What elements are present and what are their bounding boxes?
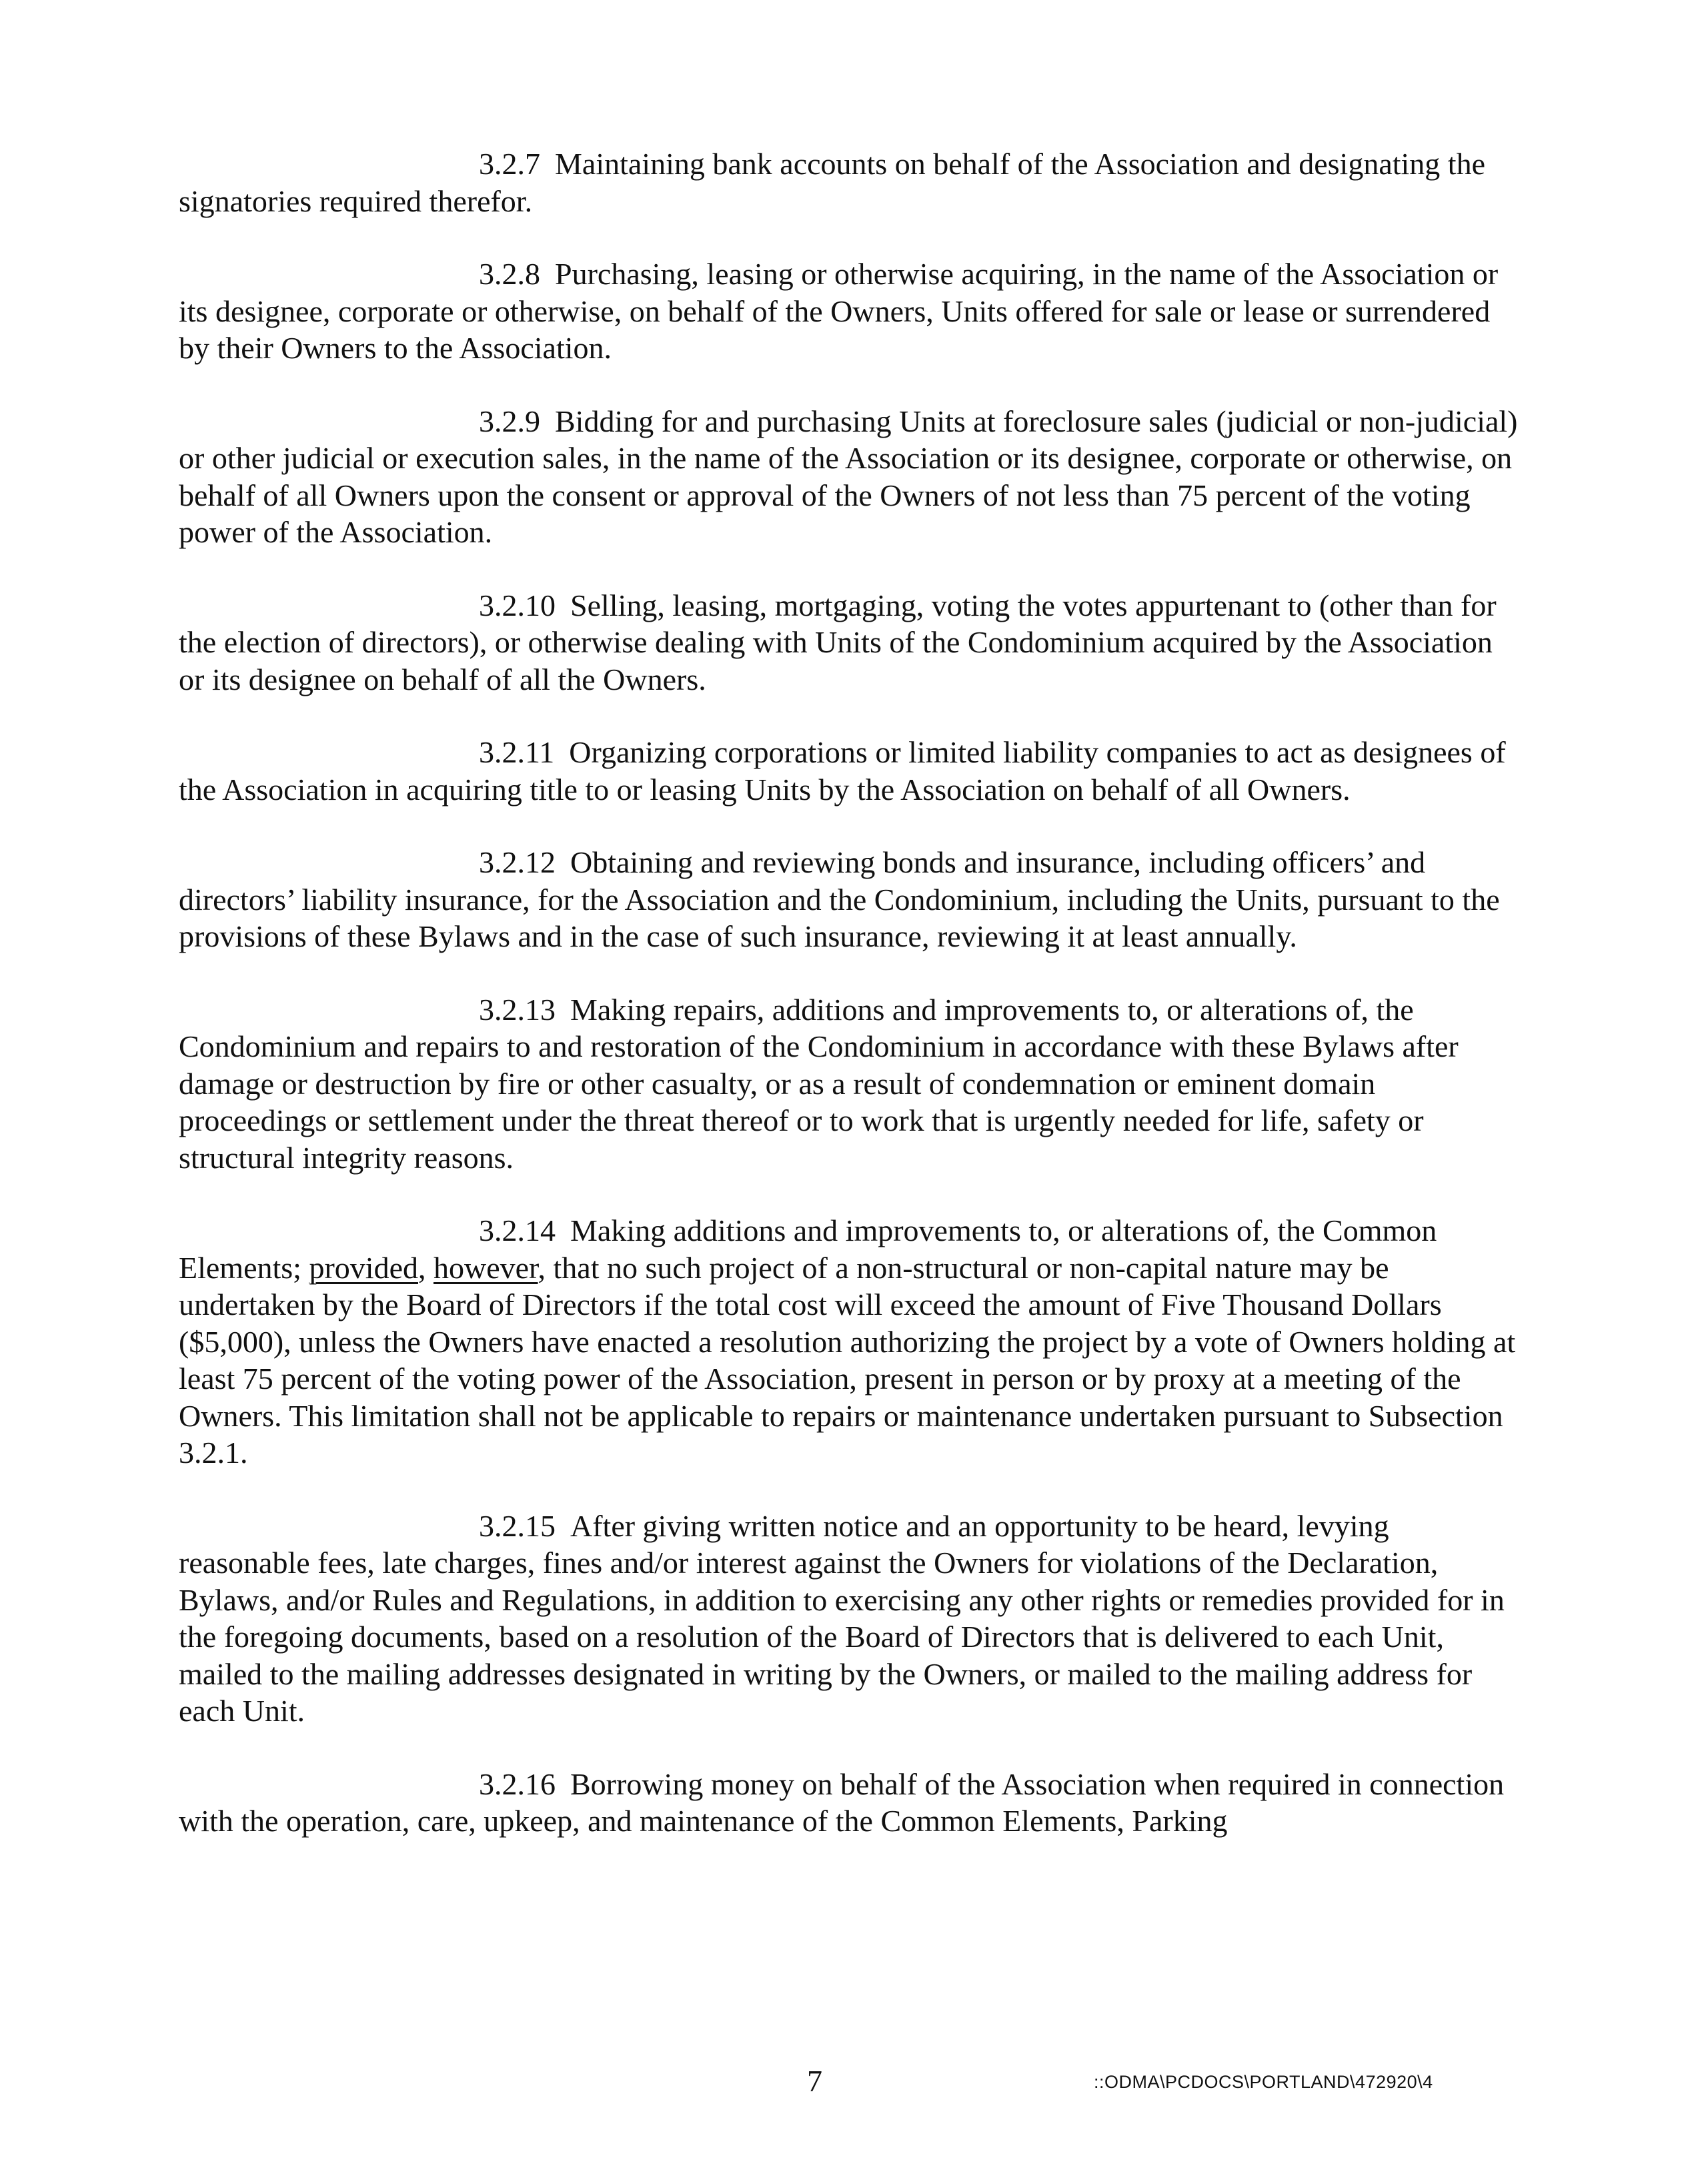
section-text: After giving written notice and an opportunity to be heard, levying reasonable fees, late charges, fines and/or interest against the Owners for violations of the Declaration, Bylaws, and/or Rules and Regulations, in addition to exercising any other rights or remedies provided for in the foregoing documents, based on a resolution of the Board of Directors that is delivered to each Unit, mailed to the mailing addresses designated in writing by the Owners, or mailed to the mailing address for each Unit. (179, 1508, 1505, 1728)
page-footer (0, 2063, 1698, 2103)
section-3-2-12 (179, 844, 1519, 955)
section-3-2-15 (179, 1508, 1519, 1730)
section-text: Borrowing money on behalf of the Association when required in connection with the operation, care, upkeep, and maintenance of the Common Elements, Parking (179, 1766, 1505, 1838)
section-3-2-7 (179, 145, 1519, 219)
section-text: Obtaining and reviewing bonds and insurance, including officers’ and directors’ liability insurance, for the Association and the Condominium, including the Units, pursuant to the provisions of these Bylaws and in the case of such insurance, reviewing it at least annually. (179, 845, 1500, 953)
section-number: 3.2.16 (479, 1766, 556, 1801)
page-number: 7 (807, 2064, 822, 2098)
section-text: Purchasing, leasing or otherwise acquiring, in the name of the Association or its designee, corporate or otherwise, on behalf of the Owners, Units offered for sale or lease or surrendered by their Owners to the Association. (179, 257, 1499, 365)
section-3-2-8 (179, 255, 1519, 367)
document-path: ::ODMA\PCDOCS\PORTLAND\472920\4 (1094, 2072, 1433, 2092)
section-text: Organizing corporations or limited liability companies to act as designees of the Association in acquiring title to or leasing Units by the Association on behalf of all Owners. (179, 735, 1506, 806)
section-text-after: , that no such project of a non-structural or non-capital nature may be undertaken by the Board of Directors if the total cost will exceed the amount of Five Thousand Dollars ($5,000), unless the Owners have enacted a resolution authorizing the project by a vote of Owners holding at least 75 percent of the voting power of the Association, present in person or by proxy at a meeting of the Owners. This limitation shall not be applicable to repairs or maintenance undertaken pursuant to Subsection 3.2.1. (179, 1250, 1516, 1470)
section-3-2-13 (179, 991, 1519, 1177)
section-text: Selling, leasing, mortgaging, voting the votes appurtenant to (other than for the election of directors), or otherwise dealing with Units of the Condominium acquired by the Association or its designee on behalf of all the Owners. (179, 588, 1497, 696)
section-text: Maintaining bank accounts on behalf of the Association and designating the signatories required therefor. (179, 147, 1486, 218)
section-number: 3.2.7 (479, 147, 540, 181)
underlined-term-provided: provided (309, 1250, 418, 1285)
section-number: 3.2.8 (479, 257, 540, 291)
section-3-2-16 (179, 1766, 1519, 1840)
section-number: 3.2.15 (479, 1508, 556, 1543)
section-number: 3.2.9 (479, 404, 540, 438)
section-text-before: Making additions and improvements to, or alterations of, the Common Elements; (179, 1213, 1437, 1285)
section-number: 3.2.14 (479, 1213, 556, 1247)
section-text: Bidding for and purchasing Units at foreclosure sales (judicial or non-judicial) or other judicial or execution sales, in the name of the Association or its designee, corporate or otherwise, on behalf of all Owners upon the consent or approval of the Owners of not less than 75 percent of the voting power of the Association. (179, 404, 1518, 549)
section-number: 3.2.11 (479, 735, 555, 769)
section-number: 3.2.10 (479, 588, 556, 622)
underlined-term-however: however (433, 1250, 538, 1285)
section-number: 3.2.12 (479, 845, 556, 879)
section-3-2-9 (179, 403, 1519, 551)
section-number: 3.2.13 (479, 992, 556, 1027)
section-3-2-11 (179, 734, 1519, 808)
section-text: Making repairs, additions and improvements to, or alterations of, the Condominium and repairs to and restoration of the Condominium in accordance with these Bylaws after damage or destruction by fire or other casualty, or as a result of condemnation or eminent domain proceedings or settlement under the threat thereof or to work that is urgently needed for life, safety or structural integrity reasons. (179, 992, 1459, 1175)
document-body (179, 145, 1519, 1876)
comma: , (417, 1250, 426, 1285)
section-3-2-14 (179, 1212, 1519, 1472)
section-3-2-10 (179, 587, 1519, 698)
